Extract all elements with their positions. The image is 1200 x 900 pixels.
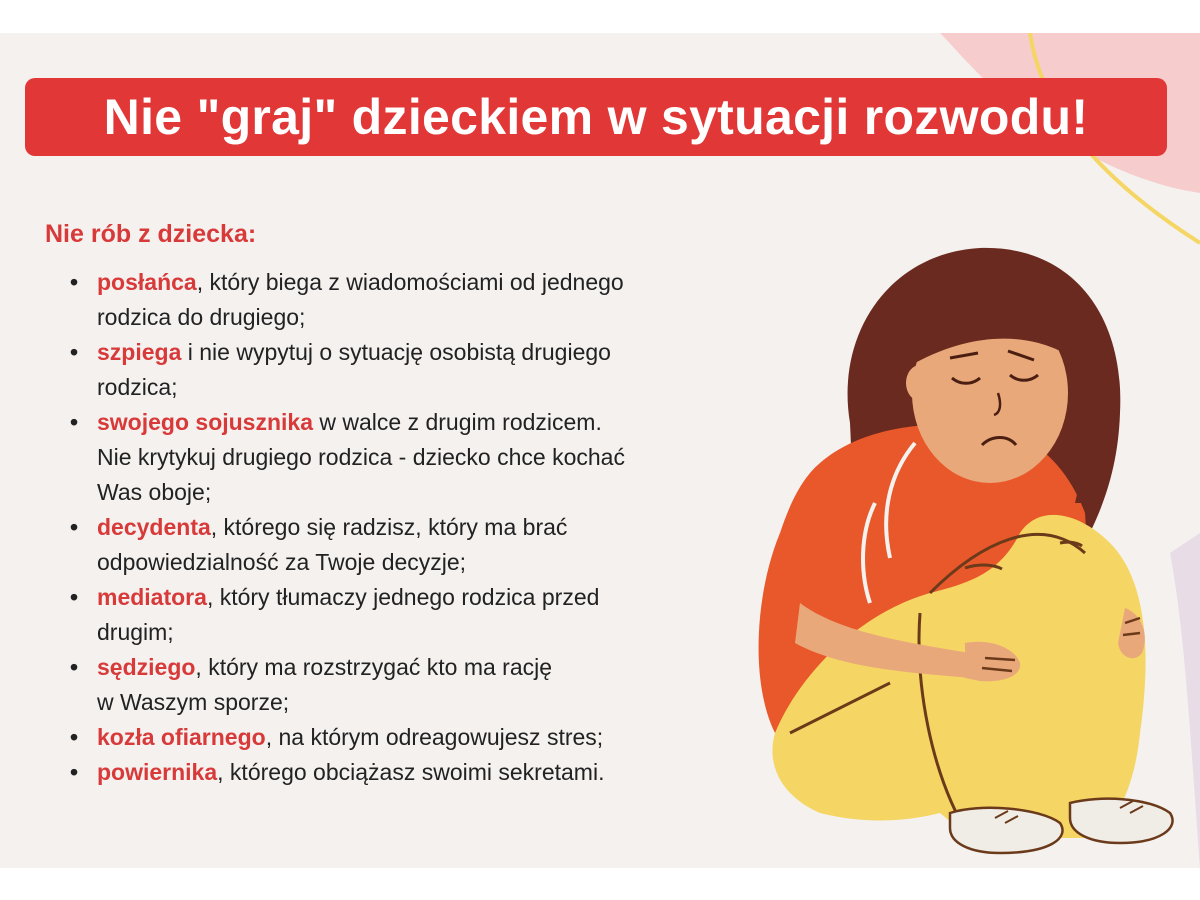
shoe-right-shape: [1070, 799, 1173, 843]
bullet-icon: •: [70, 759, 79, 785]
list-item: [70, 580, 750, 650]
subheading: Nie rób z dziecka:: [45, 220, 257, 248]
bullet-icon: •: [70, 409, 79, 435]
bullet-icon: •: [70, 269, 79, 295]
page-title: Nie "graj" dzieckiem w sytuacji rozwodu!: [103, 89, 1089, 145]
bullet-icon: •: [70, 724, 79, 750]
shoe-left-shape: [950, 808, 1063, 853]
item-text: w walce z drugim rodzicem.: [313, 409, 602, 435]
item-highlight: decydenta: [97, 514, 211, 540]
item-text-continued: Was oboje;: [97, 479, 212, 505]
advice-list: [70, 265, 750, 790]
list-item: [70, 755, 750, 790]
item-highlight: mediatora: [97, 584, 207, 610]
item-text: , na którym odreagowujesz stres;: [265, 724, 604, 750]
item-text-continued: drugim;: [97, 619, 174, 645]
list-item: [70, 405, 750, 510]
item-highlight: kozła ofiarnego: [97, 724, 266, 750]
item-text: , który tłumaczy jednego rodzica przed: [206, 584, 600, 610]
item-text-continued: odpowiedzialność za Twoje decyzje;: [97, 549, 467, 575]
bullet-icon: •: [70, 584, 79, 610]
item-text: , którego się radzisz, który ma brać: [210, 514, 568, 540]
ear-shape: [906, 365, 934, 401]
list-item: [70, 265, 750, 335]
item-highlight: powiernika: [97, 759, 218, 785]
title-banner: [25, 78, 1167, 156]
bullet-icon: •: [70, 514, 79, 540]
item-text-continued: w Waszym sporze;: [97, 689, 290, 715]
item-text: , który biega z wiadomościami od jednego: [196, 269, 624, 295]
sad-girl-illustration: [740, 213, 1200, 868]
item-text: i nie wypytuj o sytuację osobistą drugiego: [181, 339, 611, 365]
item-text-continued: Nie krytykuj drugiego rodzica - dziecko chce kochać: [97, 444, 625, 470]
item-highlight: swojego sojusznika: [97, 409, 313, 435]
item-highlight: posłańca: [97, 269, 197, 295]
list-item: [70, 650, 750, 720]
bullet-icon: •: [70, 654, 79, 680]
item-text-continued: rodzica do drugiego;: [97, 304, 306, 330]
list-item: [70, 720, 750, 755]
item-text: , który ma rozstrzygać kto ma rację: [195, 654, 553, 680]
list-item: [70, 335, 750, 405]
item-highlight: szpiega: [97, 339, 182, 365]
item-text: , którego obciążasz swoimi sekretami.: [217, 759, 605, 785]
item-text-continued: rodzica;: [97, 374, 178, 400]
item-highlight: sędziego: [97, 654, 196, 680]
list-item: [70, 510, 750, 580]
poster: [0, 33, 1200, 868]
bullet-icon: •: [70, 339, 79, 365]
